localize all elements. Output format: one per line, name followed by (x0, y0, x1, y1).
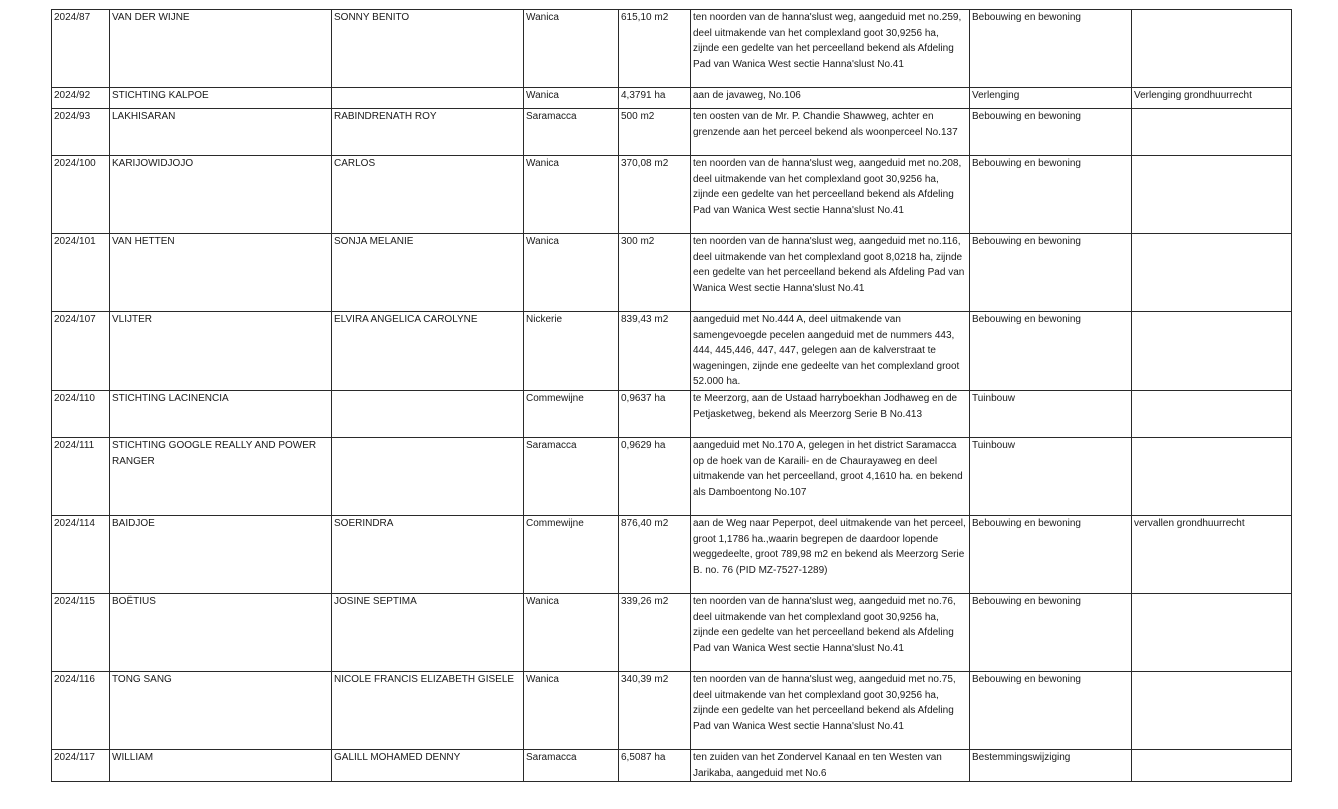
cell-first-names: SONJA MELANIE (332, 234, 524, 312)
cell-surname: VLIJTER (110, 312, 332, 391)
cell-remark (1132, 234, 1292, 312)
cell-surname: KARIJOWIDJOJO (110, 156, 332, 234)
cell-first-names: ELVIRA ANGELICA CAROLYNE (332, 312, 524, 391)
table-row (52, 312, 1292, 391)
table-row (52, 593, 1292, 671)
cell-location: aan de Weg naar Peperpot, deel uitmakende van het perceel, groot 1,1786 ha.,waarin begrepen de daardoor lopende weggedeelte, groot 789,98 m2 en bekend als Meerzorg Serie B. no. 76 (PID MZ-7527-1289) (691, 515, 970, 593)
cell-district: Wanica (524, 10, 619, 88)
cell-application-number: 2024/110 (52, 390, 110, 437)
table-row (52, 671, 1292, 749)
cell-surname: STICHTING KALPOE (110, 88, 332, 109)
cell-purpose: Bestemmingswijziging (970, 749, 1132, 781)
cell-first-names: RABINDRENATH ROY (332, 109, 524, 156)
cell-remark (1132, 593, 1292, 671)
cell-area: 300 m2 (619, 234, 691, 312)
cell-district: Wanica (524, 88, 619, 109)
cell-purpose: Bebouwing en bewoning (970, 593, 1132, 671)
cell-area: 4,3791 ha (619, 88, 691, 109)
cell-application-number: 2024/101 (52, 234, 110, 312)
cell-district: Wanica (524, 671, 619, 749)
cell-remark (1132, 437, 1292, 515)
cell-application-number: 2024/111 (52, 437, 110, 515)
cell-purpose: Bebouwing en bewoning (970, 312, 1132, 391)
cell-purpose: Bebouwing en bewoning (970, 109, 1132, 156)
cell-purpose: Bebouwing en bewoning (970, 156, 1132, 234)
cell-location: ten noorden van de hanna'slust weg, aangeduid met no.75, deel uitmakende van het complexland goot 30,9256 ha, zijnde een gedelte van het perceelland bekend als Afdeling Pad van Wanica West sectie Hanna'slust No.41 (691, 671, 970, 749)
cell-application-number: 2024/117 (52, 749, 110, 781)
cell-purpose: Bebouwing en bewoning (970, 671, 1132, 749)
cell-remark (1132, 749, 1292, 781)
land-applications-table (51, 9, 1292, 782)
cell-location: te Meerzorg, aan de Ustaad harryboekhan Jodhaweg en de Petjasketweg, bekend als Meerzorg Serie B No.413 (691, 390, 970, 437)
cell-purpose: Bebouwing en bewoning (970, 515, 1132, 593)
cell-area: 370,08 m2 (619, 156, 691, 234)
table-row (52, 234, 1292, 312)
cell-remark (1132, 156, 1292, 234)
cell-first-names (332, 88, 524, 109)
cell-location: ten noorden van de hanna'slust weg, aangeduid met no.208, deel uitmakende van het complexland goot 30,9256 ha, zijnde een gedelte van het perceelland bekend als Afdeling Pad van Wanica West sectie Hanna'slust No.41 (691, 156, 970, 234)
cell-district: Commewijne (524, 515, 619, 593)
cell-application-number: 2024/114 (52, 515, 110, 593)
cell-remark: Verlenging grondhuurrecht (1132, 88, 1292, 109)
cell-surname: LAKHISARAN (110, 109, 332, 156)
cell-purpose: Tuinbouw (970, 390, 1132, 437)
cell-location: ten noorden van de hanna'slust weg, aangeduid met no.116, deel uitmakende van het complexland goot 8,0218 ha, zijnde een gedelte van het perceelland bekend als Afdeling Pad van Wanica West sectie Hanna'slust No.41 (691, 234, 970, 312)
cell-remark: vervallen grondhuurrecht (1132, 515, 1292, 593)
cell-area: 6,5087 ha (619, 749, 691, 781)
table-row (52, 515, 1292, 593)
cell-first-names: NICOLE FRANCIS ELIZABETH GISELE (332, 671, 524, 749)
table-row (52, 109, 1292, 156)
cell-purpose: Bebouwing en bewoning (970, 10, 1132, 88)
cell-first-names: SOERINDRA (332, 515, 524, 593)
cell-application-number: 2024/92 (52, 88, 110, 109)
cell-district: Wanica (524, 156, 619, 234)
cell-location: ten zuiden van het Zondervel Kanaal en ten Westen van Jarikaba, aangeduid met No.6 (691, 749, 970, 781)
cell-first-names (332, 390, 524, 437)
cell-remark (1132, 10, 1292, 88)
cell-area: 615,10 m2 (619, 10, 691, 88)
cell-location: ten noorden van de hanna'slust weg, aangeduid met no.259, deel uitmakende van het complexland goot 30,9256 ha, zijnde een gedelte van het perceelland bekend als Afdeling Pad van Wanica West sectie Hanna'slust No.41 (691, 10, 970, 88)
cell-first-names: CARLOS (332, 156, 524, 234)
cell-surname: BOËTIUS (110, 593, 332, 671)
cell-district: Commewijne (524, 390, 619, 437)
cell-purpose: Tuinbouw (970, 437, 1132, 515)
cell-surname: BAIDJOE (110, 515, 332, 593)
cell-location: aangeduid met No.444 A, deel uitmakende van samengevoegde pecelen aangeduid met de nummers 443, 444, 445,446, 447, 447, gelegen aan de kalverstraat te wageningen, zijnde ene gedeelte van het complexland groot 52.000 ha. (691, 312, 970, 391)
cell-district: Saramacca (524, 437, 619, 515)
cell-surname: STICHTING GOOGLE REALLY AND POWER RANGER (110, 437, 332, 515)
cell-remark (1132, 109, 1292, 156)
cell-application-number: 2024/93 (52, 109, 110, 156)
register-page (51, 9, 1292, 782)
cell-surname: TONG SANG (110, 671, 332, 749)
table-row (52, 749, 1292, 781)
table-row (52, 10, 1292, 88)
cell-area: 876,40 m2 (619, 515, 691, 593)
cell-district: Wanica (524, 593, 619, 671)
cell-surname: VAN HETTEN (110, 234, 332, 312)
table-body (52, 10, 1292, 782)
cell-surname: WILLIAM (110, 749, 332, 781)
cell-district: Saramacca (524, 109, 619, 156)
table-row (52, 390, 1292, 437)
cell-application-number: 2024/87 (52, 10, 110, 88)
table-row (52, 156, 1292, 234)
cell-purpose: Verlenging (970, 88, 1132, 109)
table-row (52, 437, 1292, 515)
cell-area: 839,43 m2 (619, 312, 691, 391)
cell-location: ten oosten van de Mr. P. Chandie Shawweg, achter en grenzende aan het perceel bekend als woonperceel No.137 (691, 109, 970, 156)
cell-first-names: GALILL MOHAMED DENNY (332, 749, 524, 781)
cell-location: aan de javaweg, No.106 (691, 88, 970, 109)
cell-application-number: 2024/116 (52, 671, 110, 749)
cell-application-number: 2024/115 (52, 593, 110, 671)
table-row (52, 88, 1292, 109)
cell-purpose: Bebouwing en bewoning (970, 234, 1132, 312)
cell-surname: VAN DER WIJNE (110, 10, 332, 88)
cell-district: Nickerie (524, 312, 619, 391)
cell-surname: STICHTING LACINENCIA (110, 390, 332, 437)
cell-first-names: SONNY BENITO (332, 10, 524, 88)
cell-remark (1132, 390, 1292, 437)
cell-area: 500 m2 (619, 109, 691, 156)
cell-application-number: 2024/107 (52, 312, 110, 391)
cell-location: ten noorden van de hanna'slust weg, aangeduid met no.76, deel uitmakende van het complexland goot 30,9256 ha, zijnde een gedelte van het perceelland bekend als Afdeling Pad van Wanica West sectie Hanna'slust No.41 (691, 593, 970, 671)
cell-district: Saramacca (524, 749, 619, 781)
cell-area: 0,9629 ha (619, 437, 691, 515)
cell-application-number: 2024/100 (52, 156, 110, 234)
cell-first-names: JOSINE SEPTIMA (332, 593, 524, 671)
cell-district: Wanica (524, 234, 619, 312)
cell-area: 340,39 m2 (619, 671, 691, 749)
cell-area: 0,9637 ha (619, 390, 691, 437)
cell-remark (1132, 671, 1292, 749)
cell-area: 339,26 m2 (619, 593, 691, 671)
cell-first-names (332, 437, 524, 515)
cell-location: aangeduid met No.170 A, gelegen in het district Saramacca op de hoek van de Karaili- en de Chaurayaweg en deel uitmakende van het perceelland, groot 4,1610 ha. en bekend als Damboentong No.107 (691, 437, 970, 515)
cell-remark (1132, 312, 1292, 391)
